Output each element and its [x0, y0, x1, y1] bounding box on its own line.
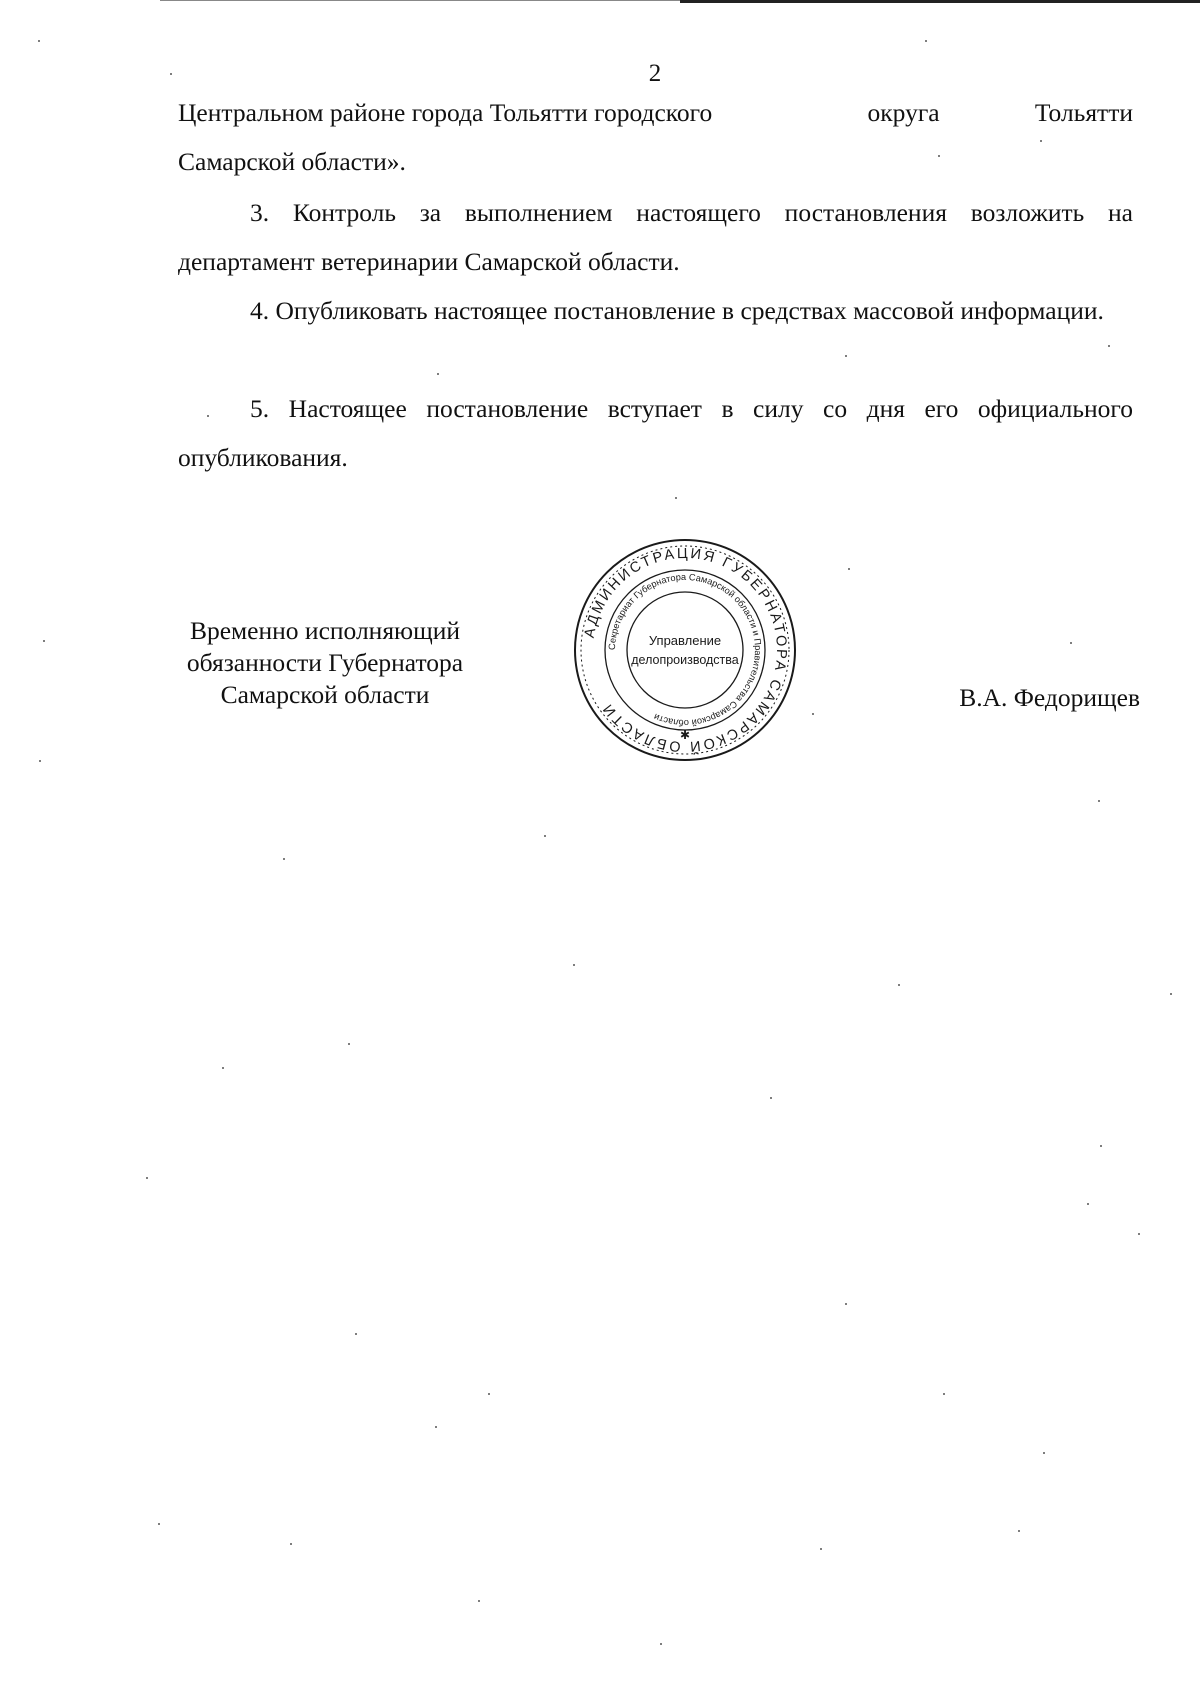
paragraph-text: 3. Контроль за выполнением настоящего постановления возложить на департамент ветеринарии Самарской области.	[178, 198, 1133, 276]
scan-speck	[573, 964, 575, 966]
paragraph-text: 5. Настоящее постановление вступает в силу со дня его официального опубликования.	[178, 394, 1133, 472]
scan-speck	[1100, 1145, 1102, 1147]
stamp-center-line: Управление	[648, 633, 722, 648]
scan-edge	[680, 0, 1200, 3]
stamp-star-icon: ✱	[679, 728, 691, 742]
scan-speck	[820, 1548, 822, 1550]
stamp-inner-text: Секретариат Губернатора Самарской области и Правительства Самарской области	[606, 571, 764, 729]
page-number: 2	[648, 60, 662, 87]
scan-speck	[1087, 1203, 1089, 1205]
paragraph-text: 4. Опубликовать настоящее постановление в средствах массовой информации.	[250, 296, 1104, 325]
signatory-title-line: обязанности Губернатора	[186, 648, 464, 677]
paragraph-5	[178, 382, 1133, 482]
stamp-inner-ring	[627, 592, 743, 708]
scan-speck	[207, 415, 209, 417]
signatory-title	[165, 615, 485, 711]
scan-speck	[435, 1426, 437, 1428]
scan-speck	[1018, 1530, 1020, 1532]
scan-speck	[1108, 345, 1110, 347]
scan-speck	[222, 1067, 224, 1069]
scan-speck	[848, 568, 850, 570]
signatory-title-line: Самарской области	[220, 680, 430, 709]
scan-speck	[544, 835, 546, 837]
scan-speck	[845, 355, 847, 357]
scan-speck	[290, 1543, 292, 1545]
scan-speck	[478, 1600, 480, 1602]
signatory-title-line: Временно исполняющий	[189, 616, 461, 645]
paragraph-4	[178, 284, 1133, 335]
scan-speck	[38, 40, 40, 42]
stamp-outer-text: АДМИНИСТРАЦИЯ ГУБЕРНАТОРА САМАРСКОЙ ОБЛАСТИ	[581, 545, 790, 755]
text-fragment: Центральном районе города Тольятти городского	[178, 98, 713, 127]
stamp-graphic	[570, 535, 800, 765]
scan-speck	[1040, 140, 1042, 142]
scan-speck	[437, 373, 439, 375]
scan-speck	[146, 1177, 148, 1179]
stamp-center-line: делопроизводства	[631, 653, 739, 667]
scan-speck	[660, 1643, 662, 1645]
scan-speck	[898, 984, 900, 986]
scan-speck	[39, 760, 41, 762]
scan-speck	[845, 1303, 847, 1305]
scan-speck	[675, 497, 677, 499]
paragraph-line	[178, 88, 1133, 137]
paragraph-line: Самарской области».	[178, 147, 406, 176]
scan-speck	[943, 1393, 945, 1395]
scan-speck	[1043, 1452, 1045, 1454]
scan-speck	[355, 1333, 357, 1335]
scan-speck	[812, 713, 814, 715]
paragraph-2-continuation	[178, 88, 1133, 186]
signatory-name: В.А. Федорищев	[959, 683, 1140, 712]
scan-speck	[770, 1097, 772, 1099]
text-fragment: Тольятти	[1034, 98, 1133, 127]
scan-speck	[925, 40, 927, 42]
scan-speck	[158, 1523, 160, 1525]
scan-edge-thin	[160, 0, 680, 1]
scan-speck	[938, 155, 940, 157]
scan-speck	[1138, 1233, 1140, 1235]
scan-speck	[170, 73, 172, 75]
scan-speck	[348, 1043, 350, 1045]
paragraph-3	[178, 186, 1133, 286]
scan-speck	[1070, 642, 1072, 644]
text-fragment: округа	[867, 98, 940, 127]
scan-speck	[1098, 800, 1100, 802]
stamp-middle-ring	[605, 570, 765, 730]
scan-speck	[488, 1393, 490, 1395]
scan-speck	[283, 858, 285, 860]
official-stamp	[570, 535, 800, 765]
scan-speck	[1170, 993, 1172, 995]
scan-speck	[43, 640, 45, 642]
